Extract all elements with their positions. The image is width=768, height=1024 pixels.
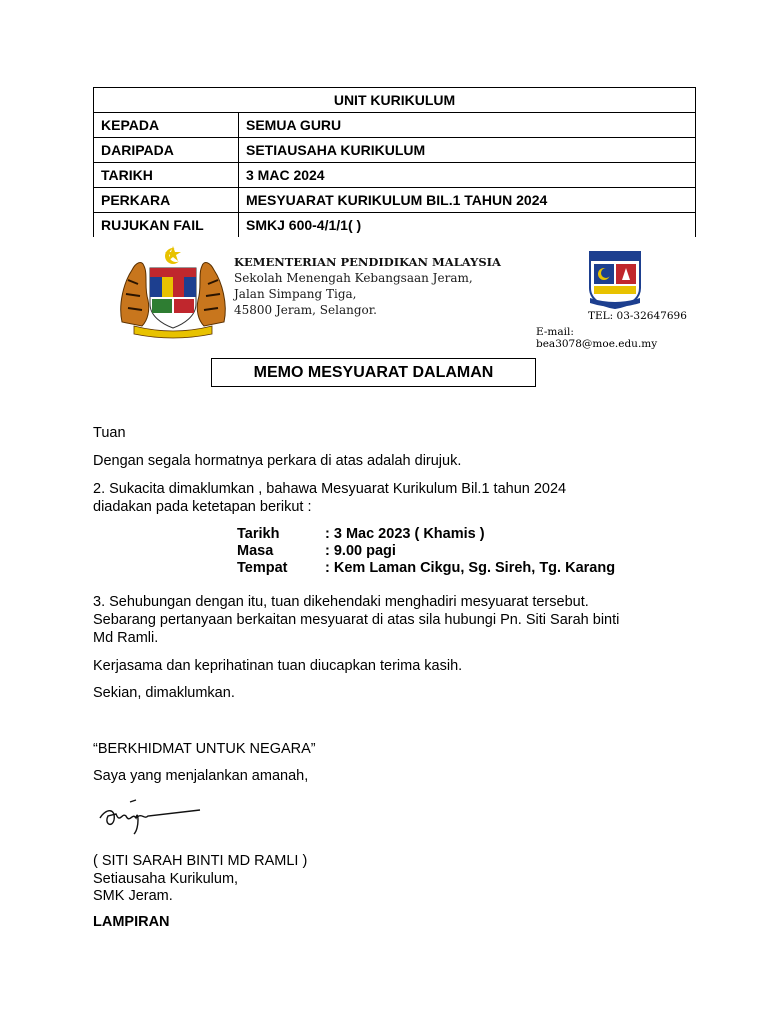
email-address: E-mail: bea3078@moe.edu.my bbox=[536, 326, 658, 350]
detail-row-place bbox=[237, 559, 615, 577]
paragraph-2-line-2: diadakan pada ketetapan berikut : bbox=[93, 499, 312, 515]
trust-line: Saya yang menjalankan amanah, bbox=[93, 768, 309, 784]
signatory-title: Setiausaha Kurikulum, bbox=[93, 871, 239, 887]
letterhead bbox=[118, 244, 690, 350]
paragraph-3-line-3: Md Ramli. bbox=[93, 630, 159, 646]
to-value: SEMUA GURU bbox=[239, 113, 696, 138]
salutation: Tuan bbox=[93, 425, 126, 441]
unit-title: UNIT KURIKULUM bbox=[94, 88, 696, 113]
telephone: TEL: 03-32647696 bbox=[588, 310, 687, 322]
paragraph-1: Dengan segala hormatnya perkara di atas adalah dirujuk. bbox=[93, 453, 462, 469]
from-label: DARIPADA bbox=[94, 138, 239, 163]
paragraph-4: Kerjasama dan keprihatinan tuan diucapkan terima kasih. bbox=[93, 658, 463, 674]
detail-place-value: : Kem Laman Cikgu, Sg. Sireh, Tg. Karang bbox=[325, 560, 616, 576]
from-value: SETIAUSAHA KURIKULUM bbox=[239, 138, 696, 163]
signatory-school: SMK Jeram. bbox=[93, 888, 173, 904]
school-logo-icon bbox=[584, 248, 646, 310]
school-street: Jalan Simpang Tiga, bbox=[234, 287, 357, 301]
to-label: KEPADA bbox=[94, 113, 239, 138]
school-name: Sekolah Menengah Kebangsaan Jeram, bbox=[234, 271, 473, 285]
detail-row-date bbox=[237, 525, 485, 543]
paragraph-5: Sekian, dimaklumkan. bbox=[93, 685, 235, 701]
ministry-name: KEMENTERIAN PENDIDIKAN MALAYSIA bbox=[234, 255, 501, 269]
malaysia-crest-icon bbox=[118, 244, 228, 340]
subject-value: MESYUARAT KURIKULUM BIL.1 TAHUN 2024 bbox=[239, 188, 696, 213]
detail-date-label: Tarikh bbox=[237, 526, 280, 542]
school-city: 45800 Jeram, Selangor. bbox=[234, 303, 377, 317]
signature-icon bbox=[96, 794, 206, 844]
file-ref-label: RUJUKAN FAIL bbox=[94, 213, 239, 238]
detail-date-value: : 3 Mac 2023 ( Khamis ) bbox=[325, 526, 485, 542]
memo-header-table bbox=[93, 87, 696, 237]
attachment-label: LAMPIRAN bbox=[93, 914, 170, 930]
detail-time-value: : 9.00 pagi bbox=[325, 543, 396, 559]
paragraph-3-line-1: 3. Sehubungan dengan itu, tuan dikehendaki menghadiri mesyuarat tersebut. bbox=[93, 594, 589, 610]
memo-title: MEMO MESYUARAT DALAMAN bbox=[211, 358, 536, 387]
subject-label: PERKARA bbox=[94, 188, 239, 213]
service-motto: “BERKHIDMAT UNTUK NEGARA” bbox=[93, 741, 316, 757]
paragraph-3-line-2: Sebarang pertanyaan berkaitan mesyuarat di atas sila hubungi Pn. Siti Sarah binti bbox=[93, 612, 620, 628]
date-value: 3 MAC 2024 bbox=[239, 163, 696, 188]
detail-time-label: Masa bbox=[237, 543, 274, 559]
detail-place-label: Tempat bbox=[237, 560, 288, 576]
letterhead-address bbox=[234, 254, 501, 318]
paragraph-2-line-1: 2. Sukacita dimaklumkan , bahawa Mesyuarat Kurikulum Bil.1 tahun 2024 bbox=[93, 481, 567, 497]
date-label: TARIKH bbox=[94, 163, 239, 188]
detail-row-time bbox=[237, 542, 396, 560]
file-ref-value: SMKJ 600-4/1/1( ) bbox=[239, 213, 696, 238]
signatory-name: ( SITI SARAH BINTI MD RAMLI ) bbox=[93, 853, 308, 869]
